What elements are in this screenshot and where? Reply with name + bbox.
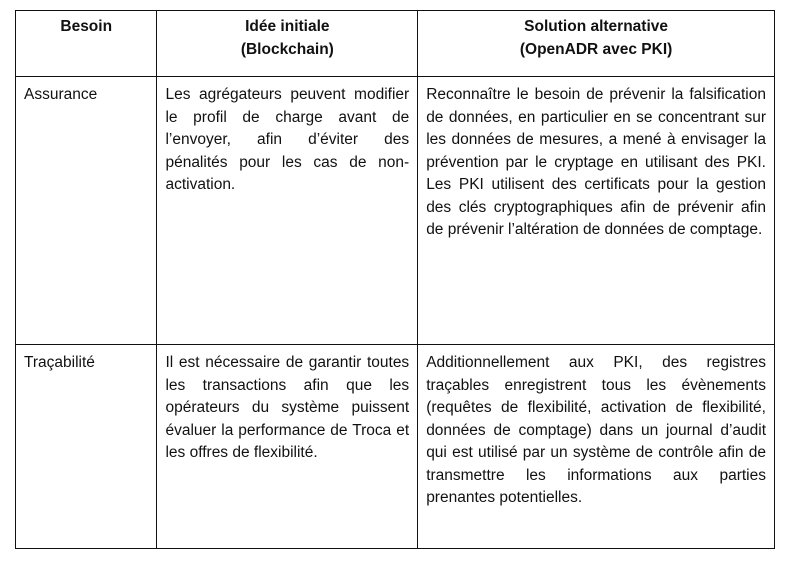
table-body bbox=[16, 77, 775, 549]
comparison-table bbox=[15, 10, 775, 549]
header-alternative-title: Solution alternative bbox=[524, 18, 669, 35]
header-initial-title: Idée initiale bbox=[245, 18, 330, 35]
table-header bbox=[16, 11, 775, 77]
header-need bbox=[16, 11, 157, 77]
alternative-solution-cell-tracabilite: Additionnellement aux PKI, des registres traçables enregistrent tous les évènements (requêtes de flexibilité, activation de flexibilité, données de comptage) dans un journal d’audit qui est utilisé par un système de contrôle afin de transmettre les informations aux parties prenantes potentielles. bbox=[418, 345, 775, 549]
alternative-solution-cell-assurance: Reconnaître le besoin de prévenir la falsification de données, en particulier en se concentrant sur les données de mesures, a mené à envisager la prévention par le cryptage en utilisant des PKI. Les PKI utilisent des certificats pour la gestion des clés cryptographiques afin de prévenir afin de prévenir l’altération de données de comptage. bbox=[418, 77, 775, 345]
initial-idea-cell-assurance: Les agrégateurs peuvent modifier le profil de charge avant de l’envoyer, afin d’éviter des pénalités pour les cas de non-activation. bbox=[157, 77, 418, 345]
header-initial-subtitle: (Blockchain) bbox=[240, 40, 334, 58]
header-alternative-solution bbox=[418, 11, 775, 77]
table-row-assurance bbox=[16, 77, 775, 345]
header-need-label: Besoin bbox=[60, 18, 113, 35]
header-alternative-subtitle: (OpenADR avec PKI) bbox=[519, 40, 673, 58]
header-row bbox=[16, 11, 775, 77]
initial-idea-cell-tracabilite: Il est nécessaire de garantir toutes les transactions afin que les opérateurs du système puissent évaluer la performance de Troca et les offres de flexibilité. bbox=[157, 345, 418, 549]
header-initial-idea bbox=[157, 11, 418, 77]
table-row-tracabilite bbox=[16, 345, 775, 549]
need-cell-tracabilite: Traçabilité bbox=[16, 345, 157, 549]
need-cell-assurance: Assurance bbox=[16, 77, 157, 345]
